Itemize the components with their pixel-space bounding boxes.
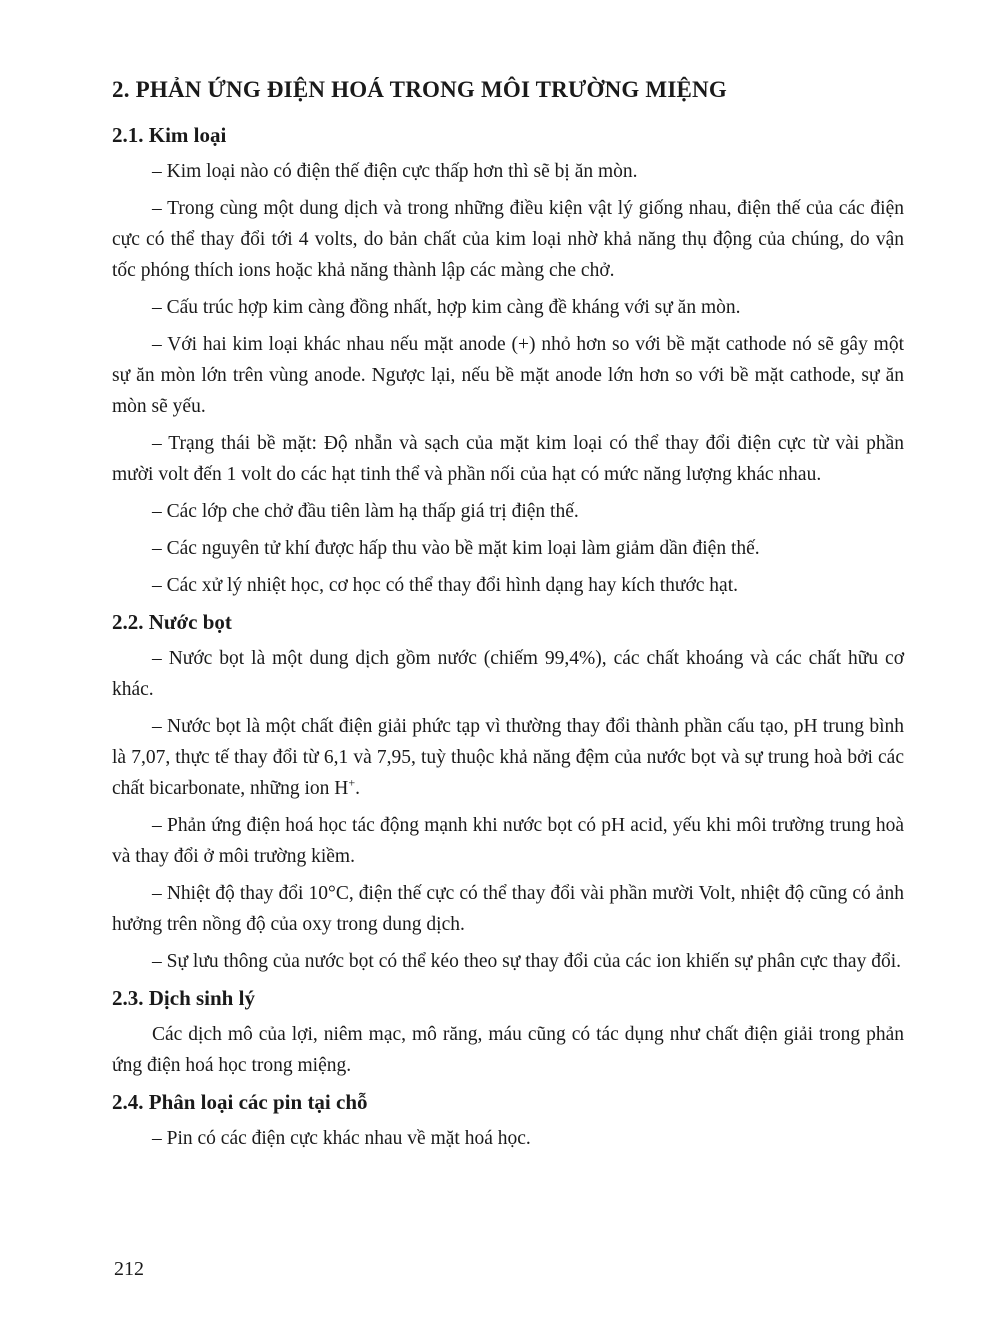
section-title: 2.2. Nước bọt [112, 610, 232, 634]
paragraph [112, 711, 904, 804]
paragraph: – Sự lưu thông của nước bọt có thể kéo theo sự thay đổi của các ion khiến sự phân cực thay đổi. [152, 951, 902, 972]
punctuation: . [355, 778, 361, 799]
paragraph: – Pin có các điện cực khác nhau về mặt hoá học. [152, 1128, 531, 1149]
paragraph: – Nhiệt độ thay đổi 10°C, điện thế cực có thể thay đổi vài phần mười Volt, nhiệt độ cũng có ảnh hưởng trên nồng độ của oxy trong dung dịch. [112, 883, 904, 935]
paragraph: – Với hai kim loại khác nhau nếu mặt anode (+) nhỏ hơn so với bề mặt cathode nó sẽ gây một sự ăn mòn lớn trên vùng anode. Ngược lại, nếu bề mặt anode lớn hơn so với bề mặt cathode, sự ăn mòn sẽ yếu. [112, 334, 904, 417]
section-phan-loai-pin [112, 1087, 904, 1154]
paragraph: – Trong cùng một dung dịch và trong những điều kiện vật lý giống nhau, điện thế của các điện cực có thể thay đổi tới 4 volts, do bản chất của kim loại nhờ khả năng thụ động của chúng, do vận tốc phóng thích ions hoặc khả năng thành lập các màng che chở. [112, 198, 904, 281]
section-kim-loai [112, 120, 904, 601]
paragraph: – Kim loại nào có điện thế điện cực thấp hơn thì sẽ bị ăn mòn. [152, 161, 638, 182]
main-heading: 2. PHẢN ỨNG ĐIỆN HOÁ TRONG MÔI TRƯỜNG MIỆNG [112, 77, 727, 102]
page-number: 212 [114, 1258, 144, 1280]
paragraph: – Nước bọt là một dung dịch gồm nước (chiếm 99,4%), các chất khoáng và các chất hữu cơ khác. [112, 648, 904, 700]
section-title: 2.4. Phân loại các pin tại chỗ [112, 1090, 368, 1114]
paragraph: – Các lớp che chở đầu tiên làm hạ thấp giá trị điện thế. [152, 501, 579, 522]
paragraph: – Trạng thái bề mặt: Độ nhẵn và sạch của mặt kim loại có thể thay đổi điện cực từ vài phần mười volt đến 1 volt do các hạt tinh thể và phần nối của hạt có mức năng lượng khác nhau. [112, 433, 904, 485]
section-title: 2.3. Dịch sinh lý [112, 986, 255, 1010]
page-content [112, 70, 904, 1160]
paragraph: – Các xử lý nhiệt học, cơ học có thể thay đổi hình dạng hay kích thước hạt. [152, 575, 738, 596]
section-title: 2.1. Kim loại [112, 123, 227, 147]
paragraph: – Phản ứng điện hoá học tác động mạnh khi nước bọt có pH acid, yếu khi môi trường trung hoà và thay đổi ở môi trường kiềm. [112, 815, 904, 867]
section-nuoc-bot [112, 607, 904, 977]
section-dich-sinh-ly [112, 983, 904, 1081]
paragraph: Các dịch mô của lợi, niêm mạc, mô răng, máu cũng có tác dụng như chất điện giải trong phản ứng điện hoá học trong miệng. [112, 1024, 904, 1076]
paragraph-text: – Nước bọt là một chất điện giải phức tạp vì thường thay đổi thành phần cấu tạo, pH trung bình là 7,07, thực tế thay đổi từ 6,1 và 7,95, tuỳ thuộc khả năng đệm của nước bọt và sự trung hoà bởi các chất bicarbonate, những ion H [112, 716, 904, 799]
superscript: + [348, 775, 356, 790]
paragraph: – Các nguyên tử khí được hấp thu vào bề mặt kim loại làm giảm dần điện thế. [152, 538, 760, 559]
paragraph: – Cấu trúc hợp kim càng đồng nhất, hợp kim càng đề kháng với sự ăn mòn. [152, 297, 741, 318]
